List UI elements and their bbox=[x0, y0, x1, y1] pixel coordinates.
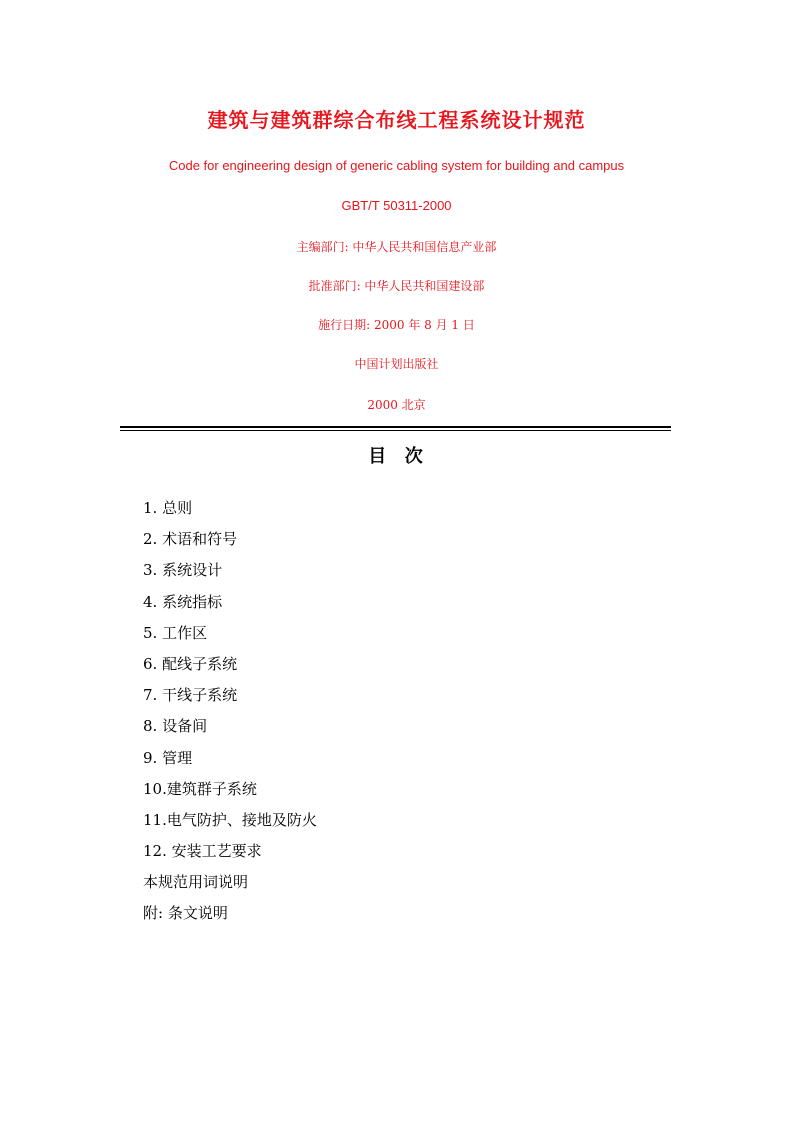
toc-item-protection-grounding[interactable]: 11.电气防护、接地及防火 bbox=[143, 810, 317, 829]
toc-list bbox=[143, 495, 317, 932]
effective-date: 施行日期: 2000 年 8 月 1 日 bbox=[318, 318, 475, 332]
toc-item-article-explanation[interactable]: 附: 条文说明 bbox=[143, 904, 228, 923]
standard-code: GBT/T 50311-2000 bbox=[341, 198, 452, 213]
approval-department: 批准部门: 中华人民共和国建设部 bbox=[308, 279, 485, 293]
toc-item-system-design[interactable]: 3. 系统设计 bbox=[143, 561, 223, 580]
toc-heading: 目 次 bbox=[368, 446, 425, 467]
toc-item-terms-symbols[interactable]: 2. 术语和符号 bbox=[143, 530, 238, 549]
editor-department: 主编部门: 中华人民共和国信息产业部 bbox=[296, 240, 497, 254]
toc-item-administration[interactable]: 9. 管理 bbox=[143, 748, 193, 767]
document-title: 建筑与建筑群综合布线工程系统设计规范 bbox=[207, 108, 586, 132]
divider-thick bbox=[120, 426, 671, 428]
publication-place-year: 2000 北京 bbox=[367, 398, 426, 412]
toc-item-wording-explanation[interactable]: 本规范用词说明 bbox=[143, 873, 249, 892]
toc-item-backbone-subsystem[interactable]: 7. 干线子系统 bbox=[143, 686, 238, 705]
toc-item-campus-subsystem[interactable]: 10.建筑群子系统 bbox=[143, 779, 257, 798]
toc-item-system-indicators[interactable]: 4. 系统指标 bbox=[143, 592, 223, 611]
publisher: 中国计划出版社 bbox=[354, 357, 439, 371]
english-subtitle: Code for engineering design of generic cabling system for building and campus bbox=[168, 158, 625, 173]
toc-item-general[interactable]: 1. 总则 bbox=[143, 499, 193, 517]
toc-item-work-area[interactable]: 5. 工作区 bbox=[143, 623, 208, 642]
toc-item-equipment-room[interactable]: 8. 设备间 bbox=[143, 717, 208, 736]
toc-item-horizontal-subsystem[interactable]: 6. 配线子系统 bbox=[143, 654, 238, 673]
divider-thin bbox=[120, 430, 671, 431]
toc-item-installation[interactable]: 12. 安装工艺要求 bbox=[143, 842, 262, 861]
